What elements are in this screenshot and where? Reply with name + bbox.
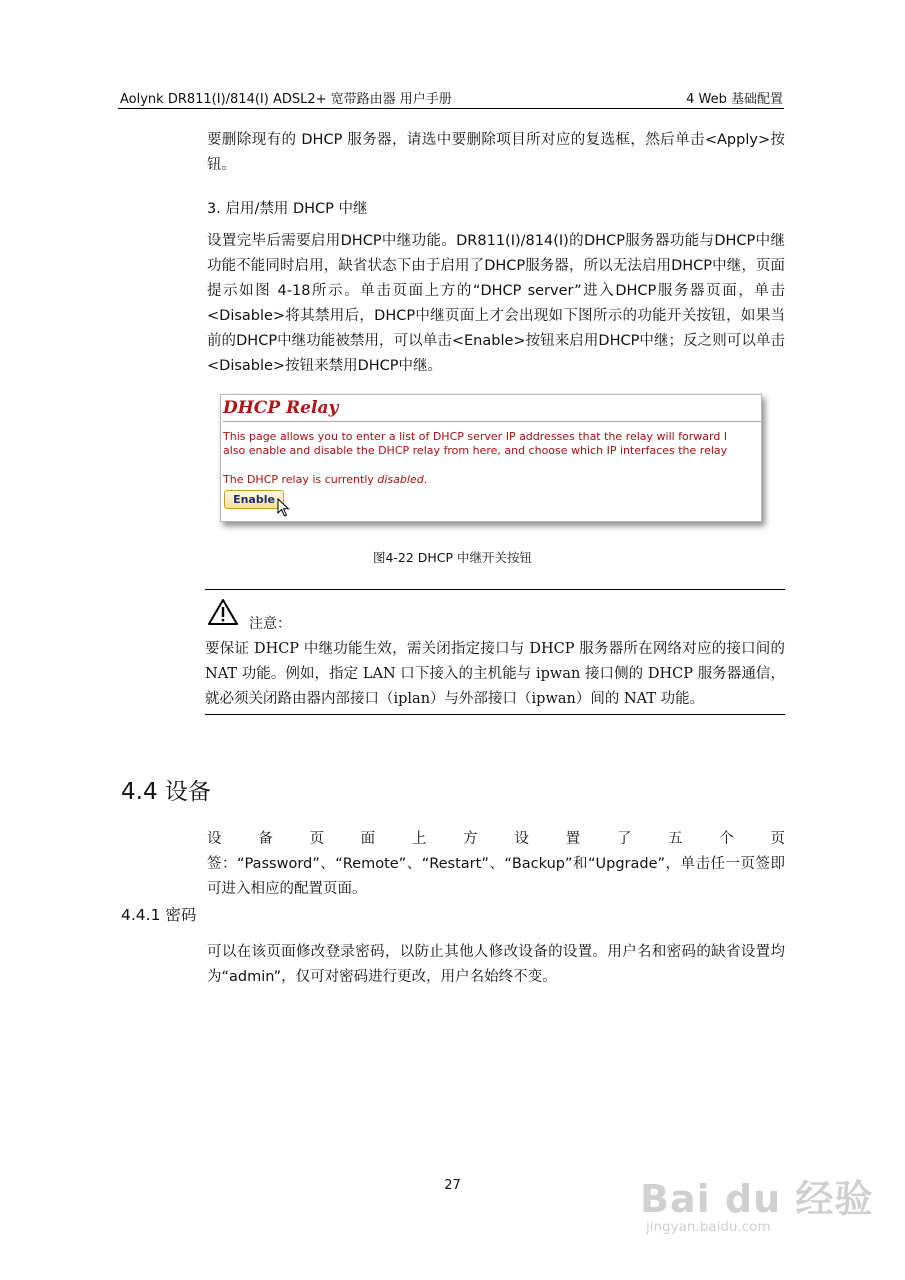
page-number: 27 [444, 1178, 461, 1193]
watermark-logo: Bai du 经验 [640, 1177, 874, 1221]
screenshot-divider [223, 421, 762, 422]
relay-status [223, 473, 427, 486]
subheading-dhcp-relay: 3. 启用/禁用 DHCP 中继 [207, 201, 368, 217]
note-label: 注意： [249, 616, 291, 632]
subsection-title: 4.4.1 密码 [121, 906, 197, 924]
screenshot-desc-line2: also enable and disable the DHCP relay from here, and choose which IP interfaces the relay [223, 444, 728, 457]
section-title: 4.4 设备 [121, 779, 211, 805]
figure-caption: 图4-22 DHCP 中继开关按钮 [372, 550, 533, 565]
paragraph-password: 可以在该页面修改登录密码，以防止其他人修改设备的设置。用户名和密码的缺省设置均为“admin”，仅可对密码进行更改，用户名始终不变。 [207, 944, 785, 985]
screenshot-description [223, 430, 727, 458]
header-rule [118, 108, 784, 109]
watermark [640, 1168, 873, 1235]
enable-button[interactable]: Enable [224, 490, 284, 509]
note-bottom-rule [205, 714, 785, 715]
note-text: 要保证 DHCP 中继功能生效，需关闭指定接口与 DHCP 服务器所在网络对应的接口间的 NAT 功能。例如，指定 LAN 口下接入的主机能与 ipwan 接口侧的 DHCP 服务器通信，就必须关闭路由器内部接口（iplan）与外部接口（ipwan）间的 NAT 功能。 [205, 641, 785, 707]
note-top-rule [205, 589, 785, 590]
paragraph-device-intro: 设备页面上方设置了五个页签：“Password”、“Remote”、“Restart”、“Backup”和“Upgrade”，单击任一页签即可进入相应的配置页面。 [207, 831, 785, 897]
dhcp-relay-screenshot [220, 394, 762, 522]
paragraph-dhcp-relay: 设置完毕后需要启用DHCP中继功能。DR811(I)/814(I)的DHCP服务器功能与DHCP中继功能不能同时启用，缺省状态下由于启用了DHCP服务器，所以无法启用DHCP中继，页面提示如图 4-18所示。单击页面上方的“DHCP server”进入DHCP服务器页面，单击<Disable>将其禁用后，DHCP中继页面上才会出现如下图所示的功能开关按钮，如果当前的DHCP中继功能被禁用，可以单击<Enable>按钮来启用DHCP中继；反之则可以单击<Disable>按钮来禁用DHCP中继。 [207, 233, 785, 374]
mouse-pointer-icon [277, 498, 291, 518]
header-chapter: 4 Web 基础配置 [686, 92, 783, 107]
relay-status-suffix: . [423, 473, 428, 486]
header-title: Aolynk DR811(I)/814(I) ADSL2+ 宽带路由器 用户手册 [120, 92, 452, 107]
screenshot-desc-line1: This page allows you to enter a list of DHCP server IP addresses that the relay will forward I [223, 430, 728, 443]
relay-status-prefix: The DHCP relay is currently [223, 473, 378, 486]
paragraph-delete-dhcp: 要删除现有的 DHCP 服务器，请选中要删除项目所对应的复选框，然后单击<Apply>按钮。 [207, 132, 785, 173]
screenshot-title: DHCP Relay [223, 398, 339, 418]
watermark-url: jingyan.baidu.com [646, 1219, 771, 1235]
relay-status-value: disabled [377, 473, 424, 486]
warning-icon [207, 598, 239, 626]
